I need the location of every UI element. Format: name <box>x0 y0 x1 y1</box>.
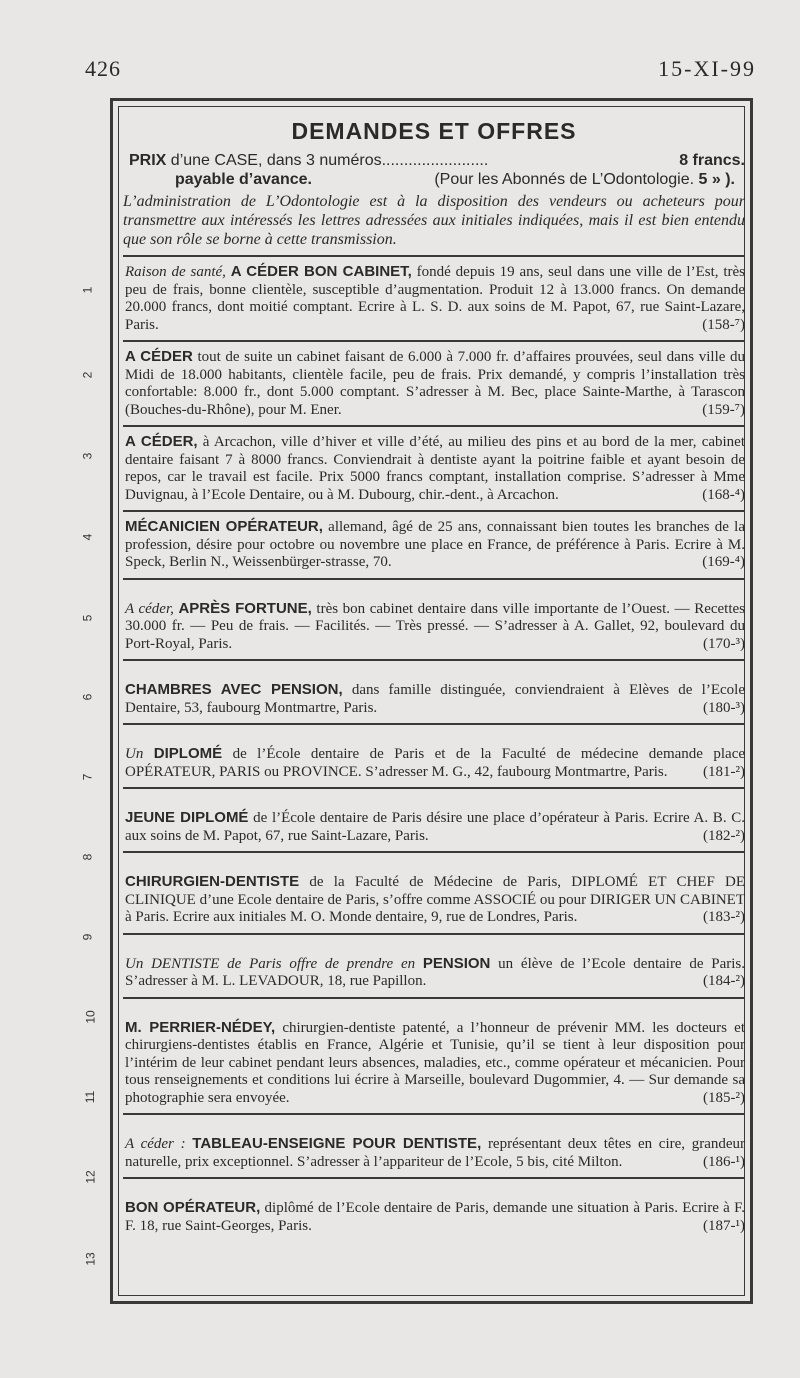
ad-text: allemand, âgé de 25 ans, connaissant bien toutes les branches de la profession, désire pour octobre ou novembre une place en France, de préférence à Paris. Ecrire à M. Speck, Berlin N., Weissenbürger-strasse, 70. <box>125 519 745 570</box>
ad-lead: TABLEAU-ENSEIGNE POUR DENTISTE, <box>192 1135 482 1152</box>
ad-item <box>123 809 745 845</box>
ad-ref: (180-³) <box>703 699 745 716</box>
ad-item <box>123 433 745 504</box>
ad-gap <box>123 731 745 745</box>
ad-separator <box>123 1113 745 1115</box>
ad-gap <box>123 1121 745 1135</box>
margin-number: 9 <box>80 933 95 941</box>
page-header <box>0 56 800 86</box>
ad-ref: (181-²) <box>703 763 745 780</box>
price-block <box>123 151 745 189</box>
ad-ref: (187-¹) <box>703 1217 745 1234</box>
ad-item <box>123 745 745 781</box>
price-amount: 8 francs. <box>679 152 745 169</box>
ad-lead: MÉCANICIEN OPÉRATEUR, <box>125 518 323 535</box>
margin-number: 12 <box>83 1170 98 1184</box>
ad-ref: (159-⁷) <box>702 401 745 418</box>
ad-item <box>123 263 745 334</box>
subscribers-text: (Pour les Abonnés de L’Odontologie. <box>434 171 695 188</box>
ad-ref: (184-²) <box>703 973 745 989</box>
page-number: 426 <box>85 56 121 81</box>
price-text: d’une CASE, dans 3 numéros........................ <box>170 152 489 169</box>
ad-separator <box>123 851 745 853</box>
margin-number: 1 <box>80 286 95 294</box>
ad-item <box>123 1019 745 1108</box>
margin-number: 6 <box>80 693 95 701</box>
ad-separator <box>123 997 745 999</box>
margin-number: 8 <box>80 853 95 861</box>
ad-lead: M. PERRIER-NÉDEY, <box>125 1018 276 1036</box>
ad-lead: DIPLOMÉ <box>153 745 223 762</box>
ad-text: un élève de l’Ecole dentaire de Paris. S’adresser à M. L. LEVADOUR, 18, rue Papillon. <box>125 955 746 989</box>
ad-separator <box>123 340 745 342</box>
ad-gap <box>123 667 745 681</box>
ad-text: chirurgien-dentiste patenté, a l’honneur de prévenir MM. les docteurs et chirurgiens-dentistes établis en France, Algérie et Tunisie, qu’il se tient à leur disposition pour l’intérim de leur cabinet pendant leurs absences, maladies, etc., comme opérateur et mécanicien. Pour tous renseignements et conditions lui écrire à Marseille, boulevard Dugommier, 4. — Sur demande sa photographie sera envoyée. <box>125 1019 745 1106</box>
margin-number: 11 <box>83 1090 98 1104</box>
ad-item <box>123 600 745 654</box>
margin-number: 7 <box>80 773 95 781</box>
margin-number: 13 <box>83 1252 98 1266</box>
margin-number: 4 <box>80 533 95 541</box>
ad-item <box>123 955 745 991</box>
ad-separator <box>123 510 745 512</box>
ad-text: de la Faculté de Médecine de Paris, DIPLOMÉ ET CHEF DE CLINIQUE d’une Ecole dentaire de Paris, s’offre comme ASSOCIÉ ou pour DIRIGER UN CABINET à Paris. Ecrire aux initiales M. O. Monde dentaire, 9, rue de Londres, Paris. <box>125 874 745 925</box>
ad-gap <box>123 859 745 873</box>
ad-text: représentant deux têtes en cire, grandeur naturelle, prix exceptionnel. S’adresser à l’appariteur de l’Ecole, 5 bis, cité Milton. <box>125 1136 746 1170</box>
divider <box>123 255 745 257</box>
ad-lead: CHAMBRES AVEC PENSION, <box>125 681 343 698</box>
ad-separator <box>123 659 745 661</box>
margin-number: 5 <box>80 614 95 622</box>
ad-text: tout de suite un cabinet faisant de 6.000 à 7.000 fr. d’affaires prouvées, seul dans ville du Midi de 18.000 habitants, clientèle facile, peu de frais. Prix demandé, y compris l’installation très confortable: 8.000 fr., dont 5.000 comptant. S’adresser à M. Bec, place Sainte-Marthe, à Tarascon (Bouches-du-Rhône), pour M. Ener. <box>125 349 746 418</box>
ads-content <box>123 114 745 1235</box>
ad-item <box>123 873 745 927</box>
ad-item <box>123 348 745 419</box>
intro-text: L’administration de L’Odontologie est à la disposition des vendeurs ou acheteurs pour transmettre aux intéressés les lettres adressées aux initiales indiquées, mais il est bien entendu que son rôle se borne à cette transmission. <box>123 193 745 248</box>
ad-lead-italic: Un <box>125 746 144 762</box>
ad-ref: (168-⁴) <box>702 486 745 503</box>
ad-separator <box>123 425 745 427</box>
ad-lead-italic: A céder : <box>125 1136 186 1152</box>
subscribers-amount: 5 » ). <box>698 171 735 188</box>
issue-date: 15-XI-99 <box>658 56 756 81</box>
ad-text: à Arcachon, ville d’hiver et ville d’été, au milieu des pins et au bord de la mer, cabinet dentaire faisant 7 à 8000 francs. Conviendrait à dentiste ayant la poitrine faible et ayant besoin de repos, car le travail est facile. Prix 5000 francs comptant, installation comprise. S’adresser à Mme Duvignau, à l’Ecole Dentaire, ou à M. Dubourg, chir.-dent., à Arcachon. <box>125 434 746 503</box>
ad-text: de l’École dentaire de Paris et de la Faculté de médecine demande place OPÉRATEUR, PARIS ou PROVINCE. S’adresser M. G., 42, faubourg Montmartre, Paris. <box>125 746 746 780</box>
ad-ref: (185-²) <box>703 1089 745 1106</box>
ad-item <box>123 1135 745 1171</box>
ad-item <box>123 518 745 572</box>
ad-separator <box>123 723 745 725</box>
ad-ref: (182-²) <box>703 827 745 844</box>
ad-text: fondé depuis 19 ans, seul dans une ville de l’Est, très peu de frais, bonne clientèle, susceptible d’augmentation. Produit 12 à 13.000 francs. On demande 20.000 francs, dont moitié comptant. Ecrire à L. S. D. aux soins de M. Papot, 67, rue Saint-Lazare, Paris. <box>125 264 745 333</box>
ad-gap <box>123 586 745 600</box>
ad-text: très bon cabinet dentaire dans ville importante de l’Ouest. — Recettes 30.000 fr. — Peu de frais. — Facilités. — Très pressé. — S’adresser à A. Gallet, 92, boulevard du Port-Royal, Paris. <box>125 600 746 652</box>
ad-gap <box>123 1185 745 1199</box>
ad-ref: (183-²) <box>703 909 745 925</box>
ad-lead: A CÉDER, <box>125 433 198 450</box>
ad-lead: APRÈS FORTUNE, <box>178 599 312 617</box>
section-title: DEMANDES ET OFFRES <box>291 118 577 144</box>
ad-lead: A CÉDER <box>125 348 193 365</box>
ad-gap <box>123 941 745 955</box>
ad-lead-italic: Raison de santé, <box>125 264 226 280</box>
price-label: PRIX <box>129 152 167 169</box>
ad-ref: (186-¹) <box>703 1153 745 1170</box>
ad-item <box>123 1199 745 1235</box>
ad-gap <box>123 1005 745 1019</box>
ad-lead: CHIRURGIEN-DENTISTE <box>125 873 300 890</box>
ad-text: diplômé de l’Ecole dentaire de Paris, demande une situation à Paris. Ecrire à F. F. 18, rue Saint-Georges, Paris. <box>125 1200 746 1234</box>
ad-lead: A CÉDER BON CABINET, <box>230 263 412 280</box>
ad-text: de l’École dentaire de Paris désire une place d’opérateur à Paris. Ecrire A. B. C. aux soins de M. Papot, 67, rue Saint-Lazare, Paris. <box>125 810 745 844</box>
ad-ref: (158-⁷) <box>702 316 745 333</box>
ad-separator <box>123 578 745 580</box>
ads-list <box>123 263 745 1235</box>
margin-number: 2 <box>80 371 95 379</box>
ad-lead: BON OPÉRATEUR, <box>125 1199 261 1216</box>
payable-text: payable d’avance. <box>175 171 312 188</box>
margin-number: 3 <box>80 452 95 460</box>
ad-ref: (169-⁴) <box>702 554 745 570</box>
ad-separator <box>123 1177 745 1179</box>
ad-separator <box>123 933 745 935</box>
ad-lead-italic: Un DENTISTE de Paris offre de prendre en <box>125 955 416 972</box>
ad-ref: (170-³) <box>703 635 745 652</box>
ad-separator <box>123 787 745 789</box>
ad-lead: JEUNE DIPLOMÉ <box>125 809 249 826</box>
margin-number: 10 <box>83 1010 98 1024</box>
ad-gap <box>123 795 745 809</box>
ad-lead: PENSION <box>422 954 491 972</box>
ad-lead-italic: A céder, <box>125 600 174 617</box>
ad-item <box>123 681 745 717</box>
ad-text: dans famille distinguée, conviendraient à Elèves de l’Ecole Dentaire, 53, faubourg Montmartre, Paris. <box>125 682 745 716</box>
